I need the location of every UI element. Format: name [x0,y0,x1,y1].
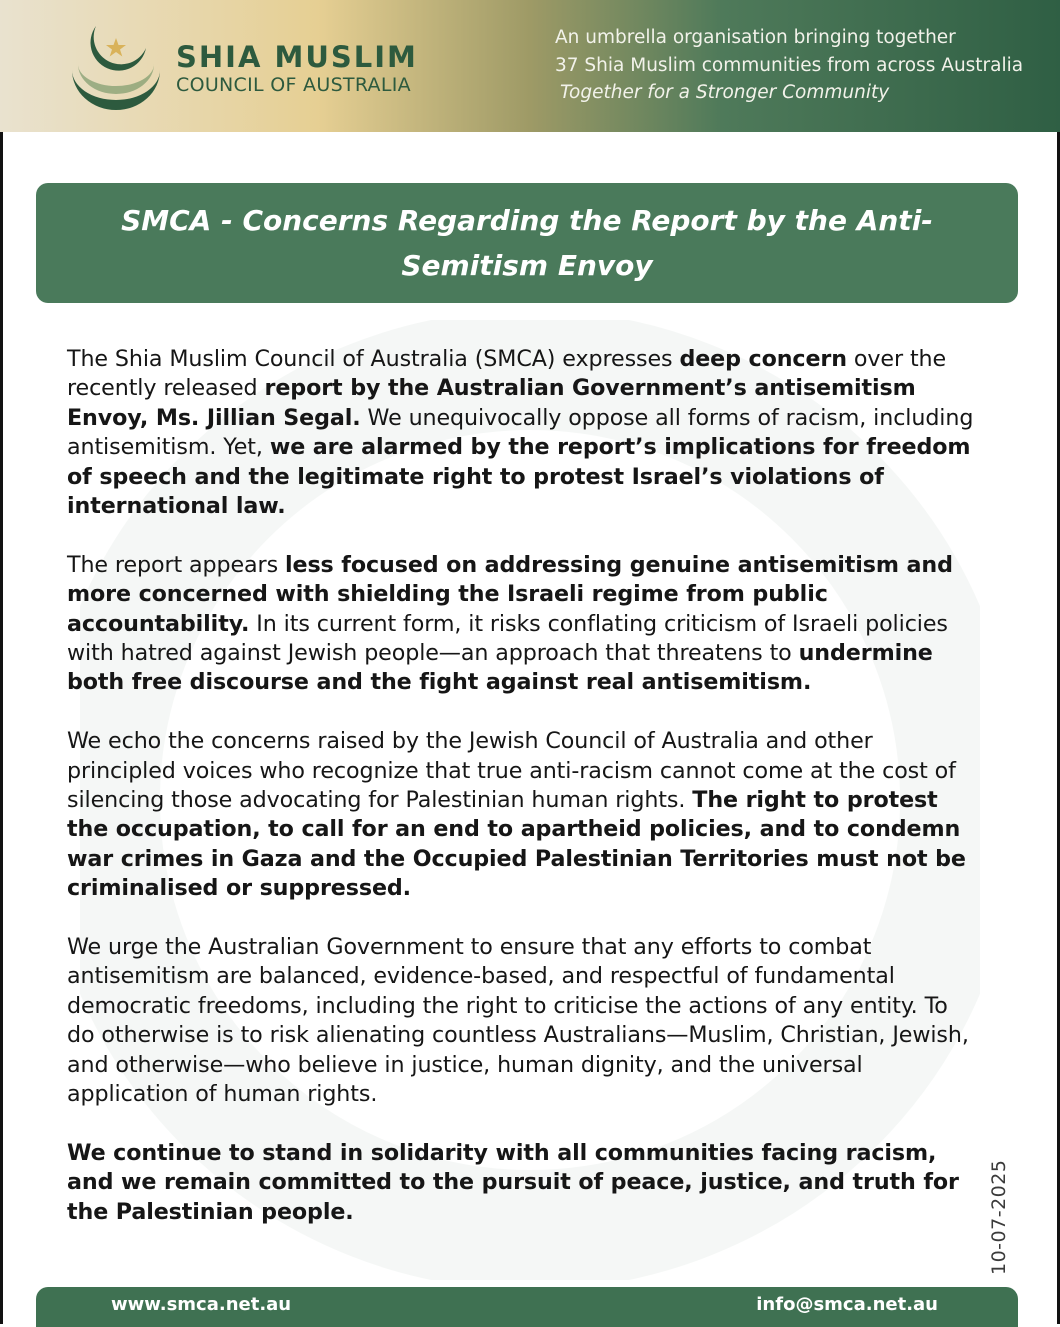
bold-text: we are alarmed by the report’s implications for freedom of speech and the legitimate right to protest Israel’s violations of international law. [67,434,971,520]
motto: Together for a Stronger Community [560,82,890,103]
bold-text: undermine both free discourse and the fight against real antisemitism. [67,640,933,696]
org-subtitle: COUNCIL OF AUSTRALIA [176,74,411,96]
header-banner [0,0,1060,132]
org-name: SHIA MUSLIM [176,40,418,74]
tagline-line-2: 37 Shia Muslim communities from across Australia [555,54,1024,76]
text-segment: over the recently released [67,346,947,402]
bold-text: We continue to stand in solidarity with all communities facing racism, and we remain committed to the pursuit of peace, justice, and truth for the Palestinian people. [67,1139,959,1225]
statement-body [67,345,982,1257]
page-title: SMCA - Concerns Regarding the Report by the Anti-Semitism Envoy [121,204,933,282]
date-stamp: 10-07-2025 [988,1159,1010,1275]
paragraph-2 [67,551,982,698]
title-banner [36,183,1018,303]
bold-text: The right to protest the occupation, to call for an end to apartheid policies, and to condemn war crimes in Gaza and the Occupied Palestinian Territories must not be criminalised or suppressed. [67,787,966,902]
bold-text: deep concern [679,346,847,372]
bold-text: report by the Australian Government’s antisemitism Envoy, Ms. Jillian Segal. [67,375,916,431]
tagline-line-1: An umbrella organisation bringing together [555,27,956,48]
website-link[interactable]: www.smca.net.au [111,1294,292,1315]
text-segment: We echo the concerns raised by the Jewish Council of Australia and other principled voices who recognize that true anti-racism cannot come at the cost of silencing those advocating for Palestinian human rights. [67,728,956,814]
text-segment: We urge the Australian Government to ensure that any efforts to combat antisemitism are balanced, evidence-based, and respectful of fundamental democratic freedoms, including the right to criticise the actions of any entity. To do otherwise is to risk alienating countless Australians—Muslim, Christian, Jewish, and otherwise—who believe in justice, human dignity, and the universal application of human rights. [67,934,969,1108]
tagline [555,24,1023,107]
bold-text: less focused on addressing genuine antisemitism and more concerned with shielding the Israeli regime from public accountability. [67,551,953,637]
email-link[interactable]: info@smca.net.au [756,1294,938,1315]
paragraph-5 [67,1139,982,1227]
paragraph-3 [67,727,982,903]
text-segment: The Shia Muslim Council of Australia (SMCA) expresses [67,346,680,372]
crescent-star-logo-icon [66,18,166,114]
paragraph-4 [67,933,982,1109]
text-segment: In its current form, it risks conflating criticism of Israeli policies with hatred against Jewish people—an approach that threatens to [67,610,948,667]
paragraph-1 [67,345,982,521]
text-segment: The report appears [67,551,285,578]
footer-bar [36,1287,1018,1327]
text-segment: We unequivocally oppose all forms of racism, including antisemitism. Yet, [67,404,974,461]
